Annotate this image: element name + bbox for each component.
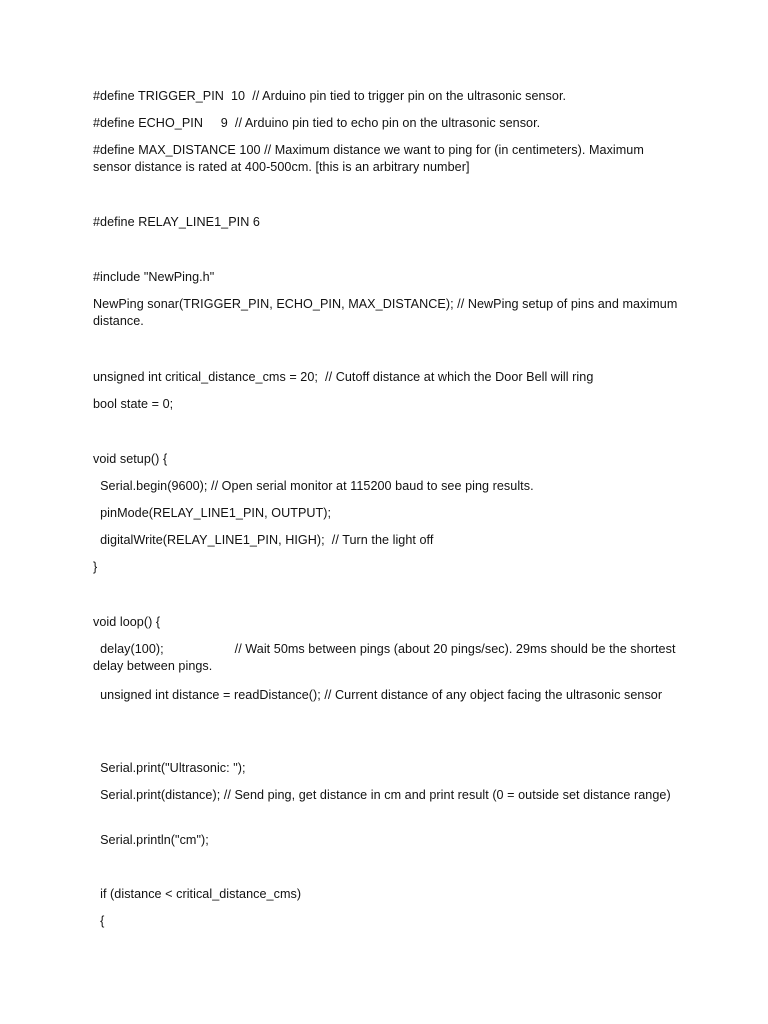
code-line-read-distance: unsigned int distance = readDistance(); // Current distance of any object facing the ultrasonic sensor bbox=[93, 688, 663, 702]
code-line-digitalwrite: digitalWrite(RELAY_LINE1_PIN, HIGH); // Turn the light off bbox=[93, 533, 434, 547]
code-line-bool-state: bool state = 0; bbox=[93, 397, 174, 411]
code-line-println-cm: Serial.println("cm"); bbox=[93, 833, 209, 847]
code-line-delay: delay(100); // Wait 50ms between pings (about 20 pings/sec). 29ms should be the shortest delay between pings. bbox=[93, 642, 680, 673]
code-line-void-setup: void setup() { bbox=[93, 452, 168, 466]
code-line-if-distance: if (distance < critical_distance_cms) bbox=[93, 887, 302, 901]
code-line-serial-begin: Serial.begin(9600); // Open serial monitor at 115200 baud to see ping results. bbox=[93, 479, 534, 493]
code-line-print-distance: Serial.print(distance); // Send ping, get distance in cm and print result (0 = outside set distance range) bbox=[93, 788, 671, 802]
code-line-trigger-pin: #define TRIGGER_PIN 10 // Arduino pin tied to trigger pin on the ultrasonic sensor. bbox=[93, 89, 567, 103]
code-line-critical-distance: unsigned int critical_distance_cms = 20; // Cutoff distance at which the Door Bell will ring bbox=[93, 370, 594, 384]
code-line-max-distance: #define MAX_DISTANCE 100 // Maximum distance we want to ping for (in centimeters). Maximum sensor distance is rated at 400-500cm. [this is an arbitrary number] bbox=[93, 143, 648, 174]
code-line-newping-sonar: NewPing sonar(TRIGGER_PIN, ECHO_PIN, MAX_DISTANCE); // NewPing setup of pins and maximum distance. bbox=[93, 297, 681, 328]
code-line-pinmode: pinMode(RELAY_LINE1_PIN, OUTPUT); bbox=[93, 506, 332, 520]
code-line-relay-pin: #define RELAY_LINE1_PIN 6 bbox=[93, 215, 260, 229]
code-line-setup-close: } bbox=[93, 560, 98, 574]
code-line-void-loop: void loop() { bbox=[93, 615, 161, 629]
code-line-open-brace: { bbox=[93, 914, 105, 928]
code-line-print-label: Serial.print("Ultrasonic: "); bbox=[93, 761, 246, 775]
code-line-include: #include "NewPing.h" bbox=[93, 270, 215, 284]
code-line-echo-pin: #define ECHO_PIN 9 // Arduino pin tied to echo pin on the ultrasonic sensor. bbox=[93, 116, 541, 130]
